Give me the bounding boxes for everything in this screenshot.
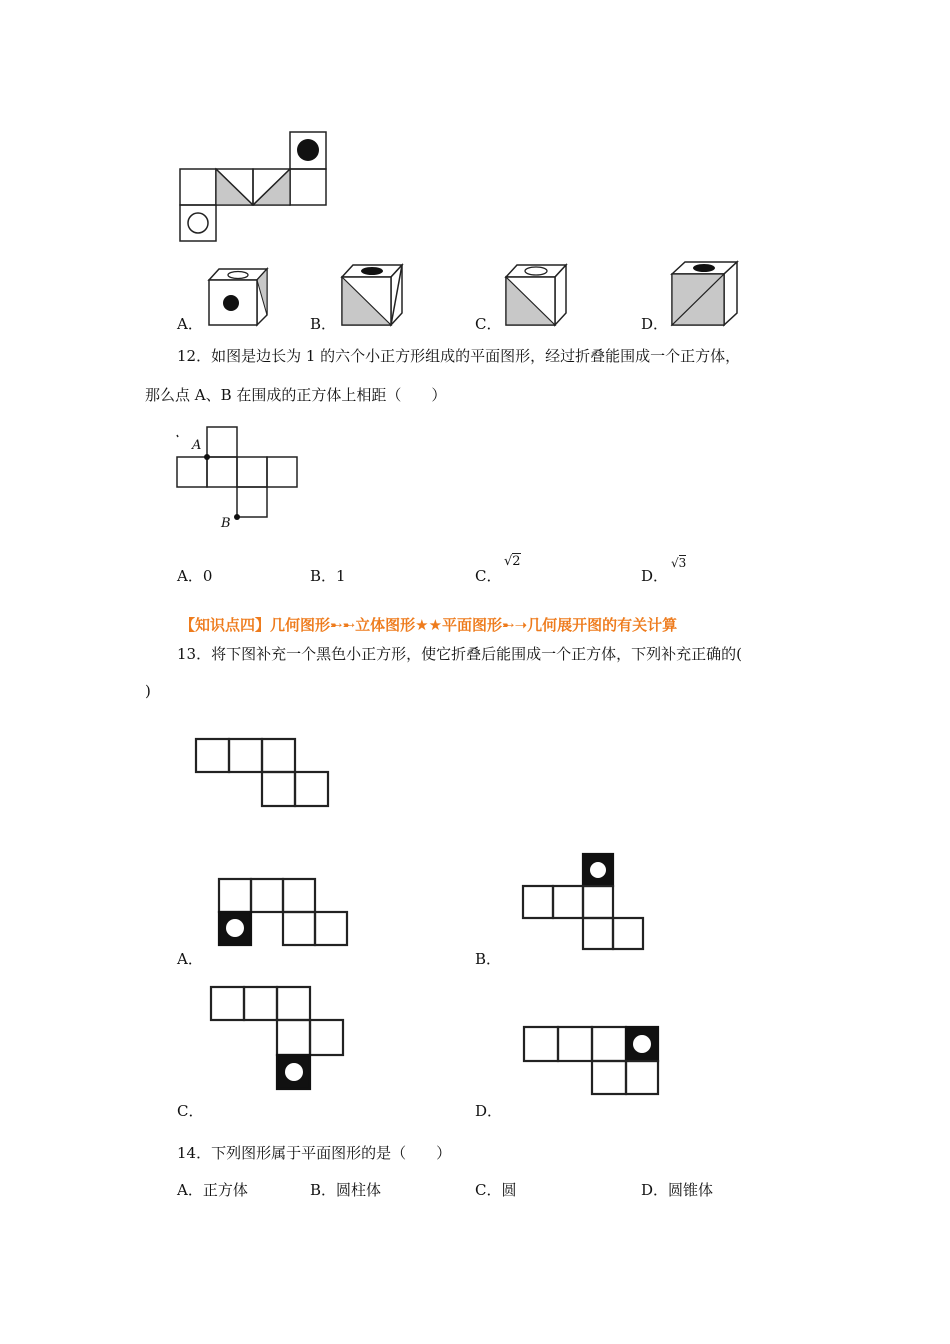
q11-cube-d bbox=[668, 260, 743, 330]
q14-option-c[interactable]: C．圆 bbox=[475, 1181, 517, 1199]
q12-point-a-label: A bbox=[192, 438, 202, 453]
filled-square-icon bbox=[590, 862, 606, 878]
q13-option-b-figure bbox=[517, 850, 652, 955]
q12-option-d-sqrt: √3 bbox=[671, 556, 687, 570]
q13-option-b[interactable]: B． bbox=[475, 950, 502, 968]
q13-option-d[interactable]: D． bbox=[475, 1102, 503, 1120]
q11-cube-c bbox=[502, 263, 572, 333]
q13-option-a-figure bbox=[215, 875, 355, 955]
q12-stem-line1: 12．如图是边长为 1 的六个小正方形组成的平面图形，经过折叠能围成一个正方体， bbox=[177, 347, 741, 365]
q13-stem-line2: ) bbox=[145, 682, 151, 700]
q14-option-d[interactable]: D．圆锥体 bbox=[641, 1181, 714, 1199]
q11-option-c[interactable]: C． bbox=[475, 315, 502, 333]
black-dot-icon bbox=[297, 139, 319, 161]
q13-option-c-figure bbox=[207, 983, 352, 1093]
q12-option-a[interactable]: A．0 bbox=[177, 567, 213, 585]
q12-option-c[interactable]: C． bbox=[475, 567, 502, 585]
filled-square-icon bbox=[285, 1063, 303, 1081]
q14-option-a[interactable]: A．正方体 bbox=[177, 1181, 248, 1199]
q11-option-b[interactable]: B． bbox=[310, 315, 337, 333]
filled-square-icon bbox=[633, 1035, 651, 1053]
q11-cube-a bbox=[205, 265, 275, 335]
q13-option-d-figure bbox=[520, 1023, 665, 1098]
q11-cube-b bbox=[338, 263, 408, 333]
sqrt-symbol-icon: √ bbox=[671, 556, 679, 570]
q12-option-d[interactable]: D． bbox=[641, 567, 669, 585]
q12-option-c-sqrt: √2 bbox=[504, 554, 521, 569]
q12-option-b[interactable]: B．1 bbox=[310, 567, 346, 585]
q13-option-c[interactable]: C． bbox=[177, 1102, 204, 1120]
q14-stem: 14．下列图形属于平面图形的是（ ） bbox=[177, 1144, 452, 1162]
q13-option-a[interactable]: A． bbox=[177, 950, 203, 968]
q13-stem-line1: 13．将下图补充一个黑色小正方形，使它折叠后能围成一个正方体，下列补充正确的( bbox=[177, 645, 742, 663]
q11-option-a[interactable]: A． bbox=[177, 315, 203, 333]
q14-option-b[interactable]: B．圆柱体 bbox=[310, 1181, 382, 1199]
sqrt-symbol-icon: √ bbox=[504, 554, 513, 569]
open-circle-icon bbox=[188, 213, 208, 233]
q12-point-b-label: B bbox=[221, 516, 231, 531]
q11-option-d[interactable]: D． bbox=[641, 315, 669, 333]
q13-base-net-figure bbox=[192, 735, 337, 815]
q11-net-figure bbox=[175, 128, 335, 248]
section-heading: 【知识点四】几何图形➸➸立体图形★★平面图形➸➝几何展开图的有关计算 bbox=[180, 616, 678, 634]
filled-square-icon bbox=[226, 919, 244, 937]
q12-stem-line2: 那么点 A、B 在围成的正方体上相距（ ） bbox=[145, 386, 447, 404]
